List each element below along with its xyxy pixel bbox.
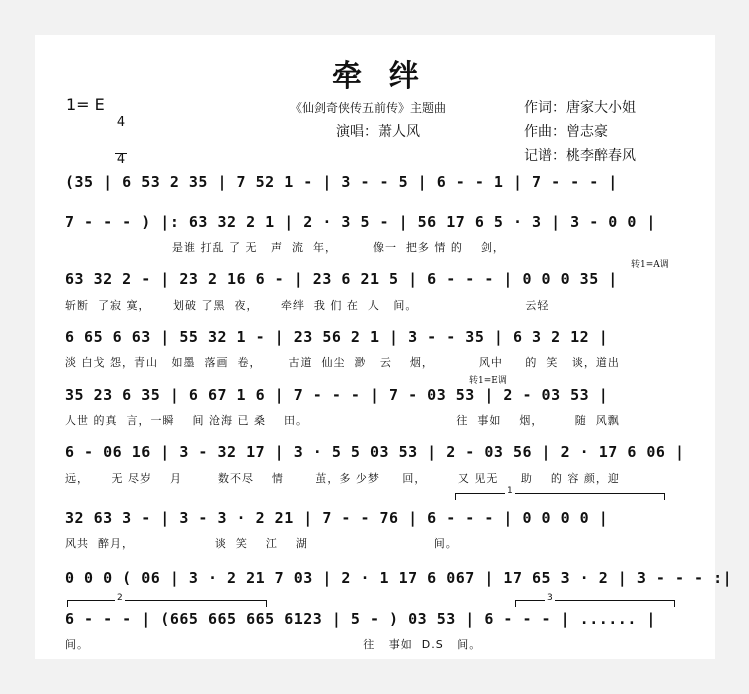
score-line: 63 32 2 - | 23 2 16 6 - | 23 6 21 5 | 6 - - - | 0 0 0 35 | [65, 270, 618, 288]
score-line: 6 65 6 63 | 55 32 1 - | 23 56 2 1 | 3 - - 35 | 6 3 2 12 | [65, 328, 609, 346]
score-line: 6 - 06 16 | 3 - 32 17 | 3 · 5 5 03 53 | 2 - 03 56 | 2 · 17 6 06 | [65, 443, 685, 461]
ending-1-label: 1 [507, 486, 513, 496]
ending-1-bracket [455, 486, 665, 496]
ending-3-label: 3 [547, 593, 553, 603]
time-signature-top: 4 [116, 115, 126, 130]
lyric-line: 人世 的真 言，一瞬 间 沧海 已 桑 田。 往 事如 烟， 随 风飘 [65, 414, 620, 427]
key-signature: 1= E [66, 95, 105, 114]
ending-3-bracket [515, 593, 675, 603]
lyricist-credit: 作词：唐家大小姐 [524, 100, 636, 116]
source-credit: 《仙剑奇侠传五前传》主题曲 [290, 101, 447, 115]
lyric-line: 风共 醉月， 谈 笑 江 湖 间。 [65, 537, 458, 550]
singer-credit: 演唱：萧人风 [336, 124, 420, 140]
score-line: 7 - - - ) |: 63 32 2 1 | 2 · 3 5 - | 56 17 6 5 · 3 | 3 - 0 0 | [65, 213, 656, 231]
score-line: 32 63 3 - | 3 - 3 · 2 21 | 7 - - 76 | 6 - - - | 0 0 0 0 | [65, 509, 609, 527]
lyric-line: 斩断 了寂 寞， 划破 了黑 夜， 牵绊 我 们 在 人 间。 云轻 [65, 299, 550, 312]
score-sheet [35, 35, 733, 659]
composer-credit: 作曲：曾志豪 [524, 124, 608, 140]
lyric-line: 淡 白戈 怨，青山 如墨 落画 卷， 古道 仙尘 渺 云 烟， 风中 的 笑 谈，道出 [65, 356, 620, 369]
time-signature-bottom: 4 [116, 152, 126, 167]
transcriber-credit: 记谱：桃李醉春风 [524, 148, 636, 164]
lyric-line: 是谁 打乱 了 无 声 流 年， 像一 把多 情 的 剑， [172, 241, 505, 254]
lyric-line: 远， 无 尽岁 月 数不尽 情 茧，多 少梦 回， 又 见无 助 的 容 颜，迎 [65, 472, 620, 485]
modulation-marker: 转1=E调 [469, 376, 507, 386]
ending-2-label: 2 [117, 593, 123, 603]
modulation-marker: 转1=A调 [631, 260, 669, 270]
lyric-line: 间。 往 事如 D.S 间。 [65, 638, 482, 651]
song-title: 牵 绊 [332, 59, 421, 94]
score-line: 6 - - - | (665 665 665 6123 | 5 - ) 03 53 | 6 - - - | ...... | [65, 610, 656, 628]
ending-2-bracket [67, 593, 267, 603]
score-line: (35 | 6 53 2 35 | 7 52 1 - | 3 - - 5 | 6 - - 1 | 7 - - - | [65, 173, 618, 191]
score-line: 35 23 6 35 | 6 67 1 6 | 7 - - - | 7 - 03 53 | 2 - 03 53 | [65, 386, 609, 404]
score-line: 0 0 0 ( 06 | 3 · 2 21 7 03 | 2 · 1 17 6 067 | 17 65 3 · 2 | 3 - - - :| [65, 569, 733, 587]
